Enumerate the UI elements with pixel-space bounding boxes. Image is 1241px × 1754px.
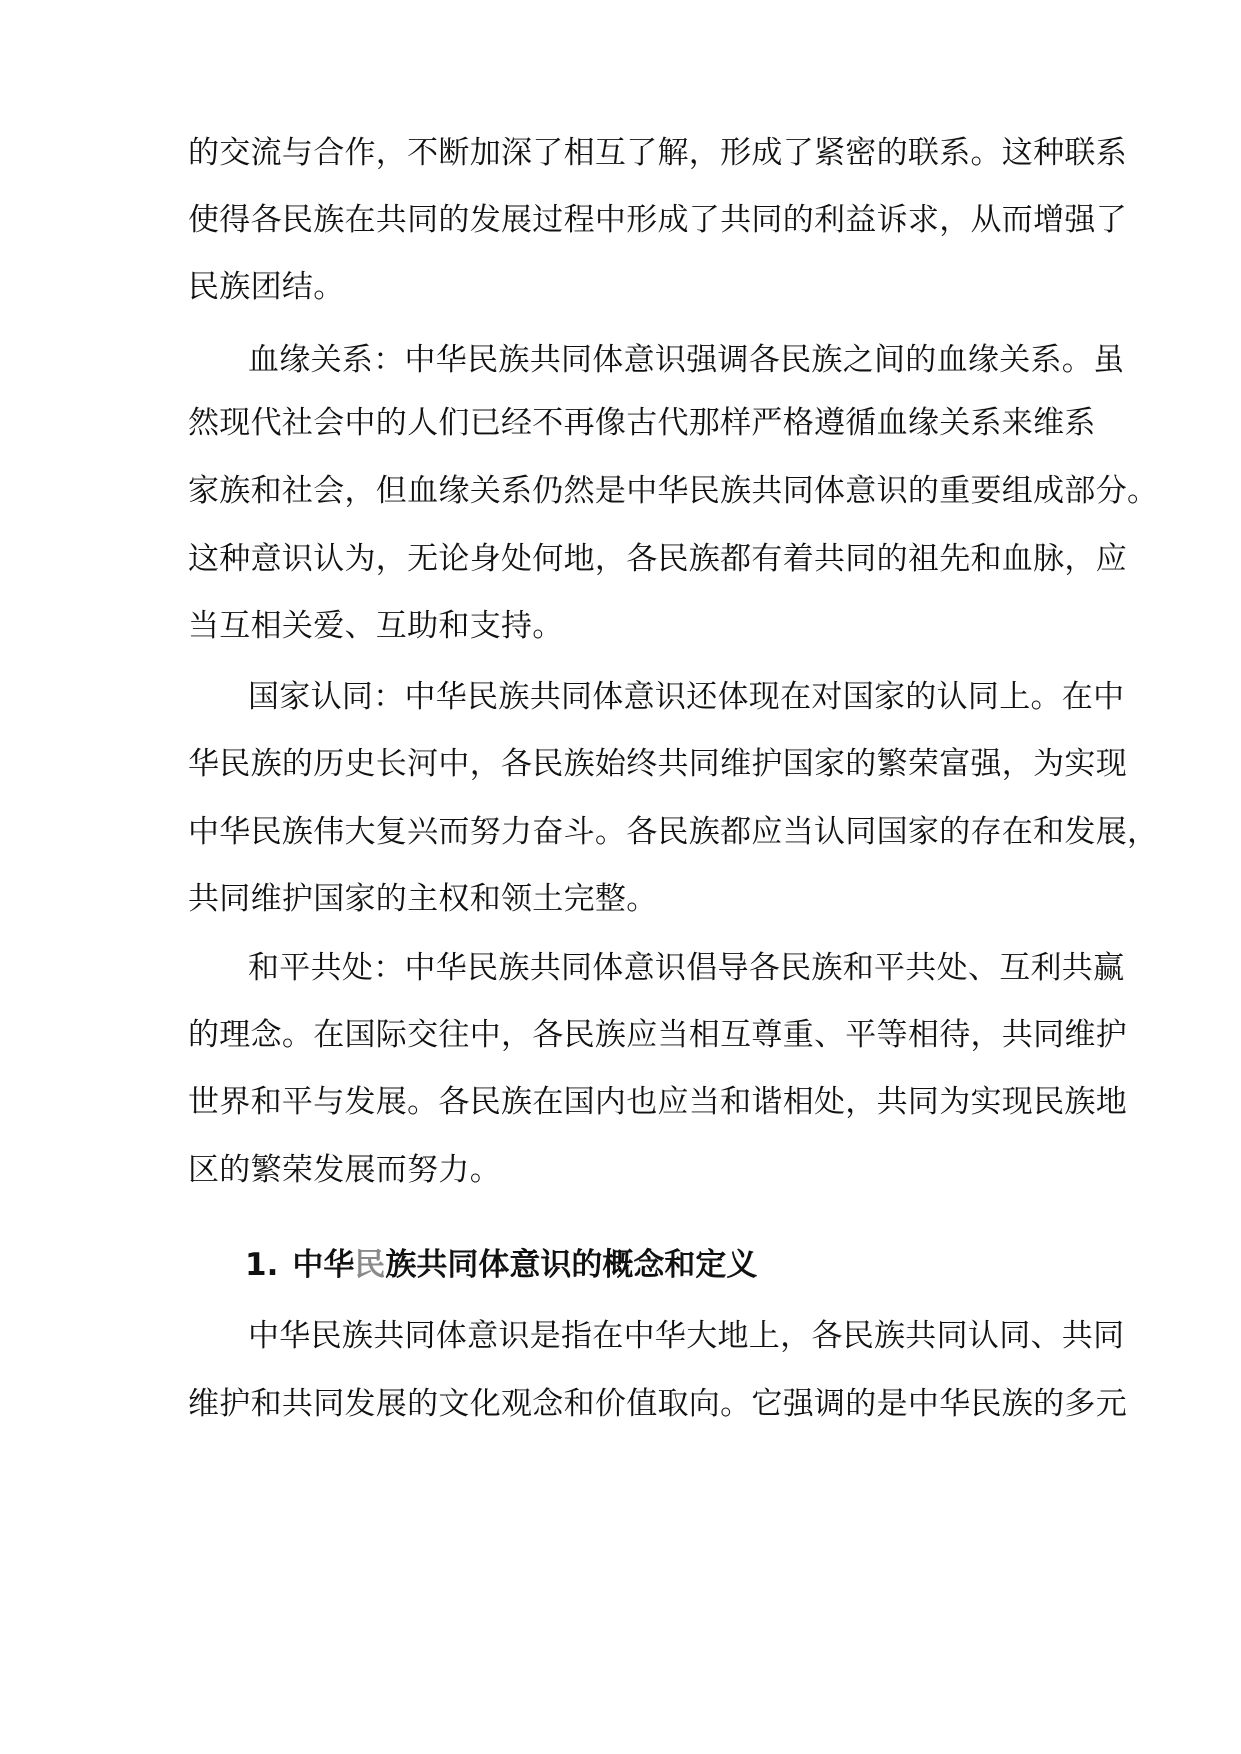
section-heading-text-end: 族共同体意识的概念和定义 xyxy=(385,1247,758,1283)
paragraph-2-line-2: 然现代社会中的人们已经不再像古代那样严格遵循血缘关系来维系 xyxy=(188,405,1096,441)
paragraph-4-line-1: 和平共处：中华民族共同体意识倡导各民族和平共处、互利共赢 xyxy=(248,950,1125,986)
section-heading-number: 1. xyxy=(245,1247,279,1283)
paragraph-5-line-2: 维护和共同发展的文化观念和价值取向。它强调的是中华民族的多元 xyxy=(188,1386,1127,1422)
paragraph-2-line-4: 这种意识认为，无论身处何地，各民族都有着共同的祖先和血脉，应 xyxy=(188,541,1127,577)
paragraph-1-line-3: 民族团结。 xyxy=(188,269,345,305)
section-heading xyxy=(245,1245,1055,1285)
paragraph-4-line-3: 世界和平与发展。各民族在国内也应当和谐相处，共同为实现民族地 xyxy=(188,1084,1127,1120)
paragraph-3-line-3: 中华民族伟大复兴而努力奋斗。各民族都应当认同国家的存在和发展， xyxy=(188,814,1159,850)
section-heading-text-start: 中华 xyxy=(292,1247,355,1283)
paragraph-1-line-2: 使得各民族在共同的发展过程中形成了共同的利益诉求，从而增强了 xyxy=(188,202,1127,238)
paragraph-4-line-2: 的理念。在国际交往中，各民族应当相互尊重、平等相待，共同维护 xyxy=(188,1017,1127,1053)
paragraph-5-line-1: 中华民族共同体意识是指在中华大地上，各民族共同认同、共同 xyxy=(248,1318,1125,1354)
paragraph-3-line-4: 共同维护国家的主权和领土完整。 xyxy=(188,881,658,917)
paragraph-1-line-1: 的交流与合作，不断加深了相互了解，形成了紧密的联系。这种联系 xyxy=(188,135,1127,171)
paragraph-3-line-2: 华民族的历史长河中，各民族始终共同维护国家的繁荣富强，为实现 xyxy=(188,746,1127,782)
paragraph-2-line-1: 血缘关系：中华民族共同体意识强调各民族之间的血缘关系。虽 xyxy=(248,342,1125,378)
paragraph-2-line-3: 家族和社会，但血缘关系仍然是中华民族共同体意识的重要组成部分。 xyxy=(188,473,1159,509)
section-heading-text-gray: 民 xyxy=(354,1247,386,1283)
paragraph-2-line-5: 当互相关爱、互助和支持。 xyxy=(188,608,564,644)
paragraph-3-line-1: 国家认同：中华民族共同体意识还体现在对国家的认同上。在中 xyxy=(248,679,1125,715)
paragraph-4-line-4: 区的繁荣发展而努力。 xyxy=(188,1152,501,1188)
